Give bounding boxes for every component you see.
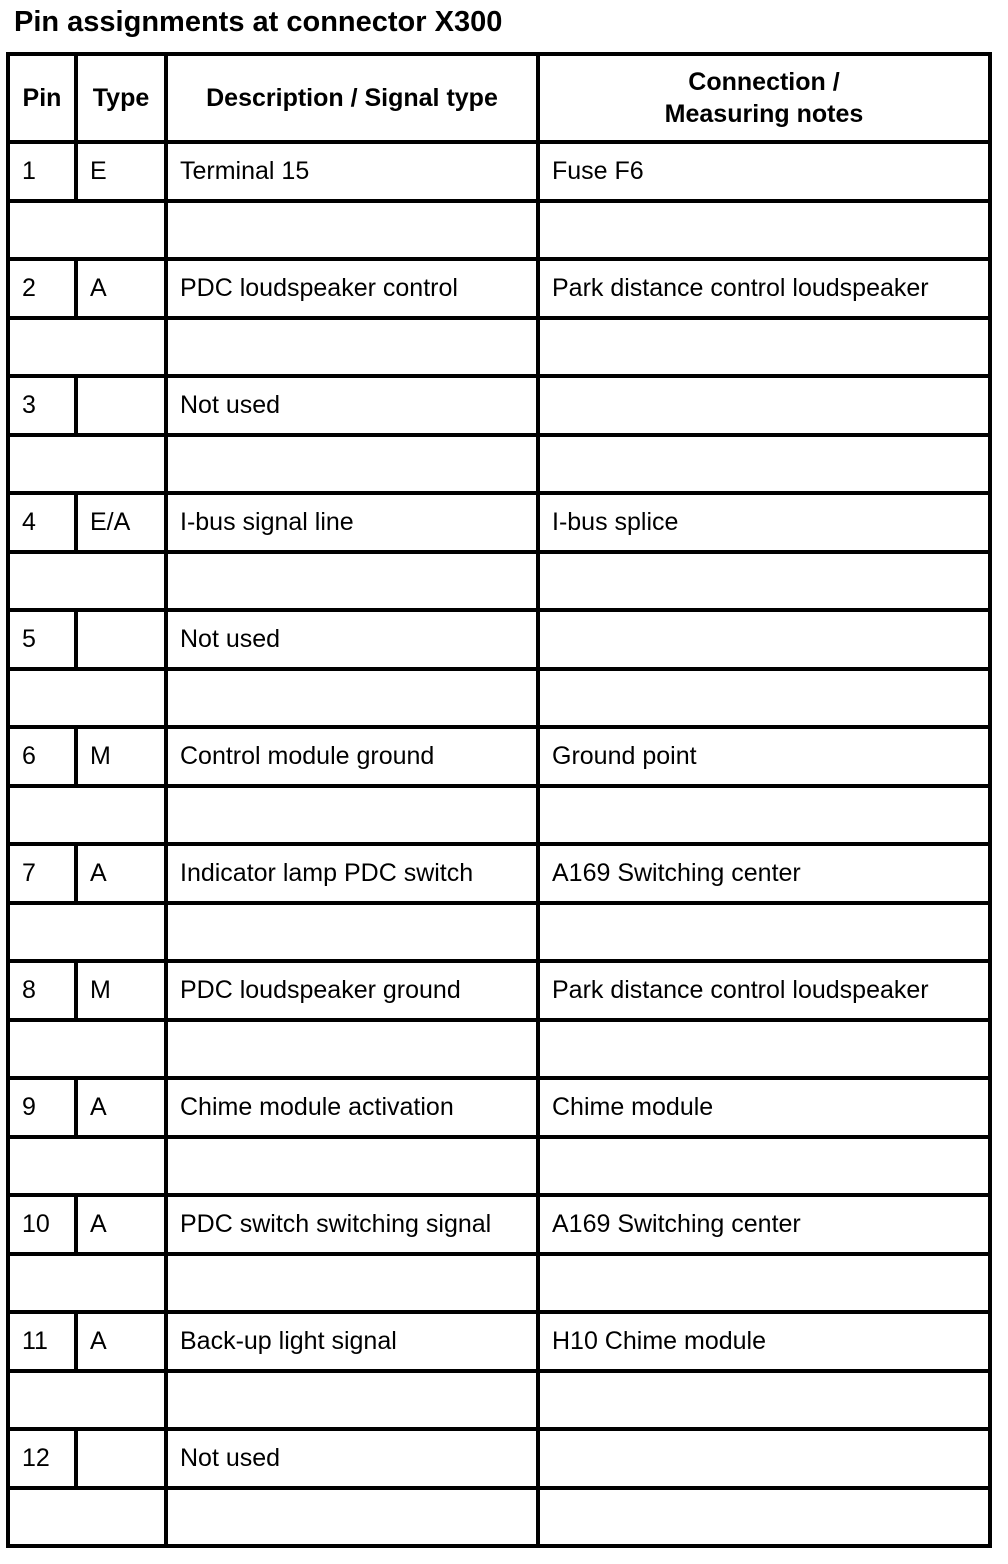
cell-type: M xyxy=(76,727,166,786)
spacer-cell xyxy=(166,669,538,728)
spacer-cell xyxy=(8,318,166,377)
table-row xyxy=(8,844,990,903)
spacer-cell xyxy=(538,1137,990,1196)
spacer-cell xyxy=(166,1488,538,1547)
spacer-cell xyxy=(166,201,538,260)
spacer-cell xyxy=(166,1020,538,1079)
spacer-row xyxy=(8,1137,990,1196)
spacer-cell xyxy=(538,1371,990,1430)
cell-connection xyxy=(538,610,990,669)
spacer-cell xyxy=(166,903,538,962)
cell-connection xyxy=(538,1429,990,1488)
cell-connection: I-bus splice xyxy=(538,493,990,552)
cell-type: A xyxy=(76,1078,166,1137)
spacer-cell xyxy=(8,786,166,845)
cell-pin: 4 xyxy=(8,493,76,552)
pin-assignment-table xyxy=(6,52,992,1548)
cell-description: Chime module activation xyxy=(166,1078,538,1137)
cell-pin: 9 xyxy=(8,1078,76,1137)
cell-description: Back-up light signal xyxy=(166,1312,538,1371)
cell-pin: 11 xyxy=(8,1312,76,1371)
header-connection xyxy=(538,54,990,142)
spacer-cell xyxy=(166,552,538,611)
spacer-cell xyxy=(538,669,990,728)
spacer-cell xyxy=(538,318,990,377)
table-row xyxy=(8,1078,990,1137)
cell-pin: 5 xyxy=(8,610,76,669)
spacer-cell xyxy=(538,903,990,962)
header-type: Type xyxy=(76,54,166,142)
cell-description: Not used xyxy=(166,376,538,435)
cell-pin: 12 xyxy=(8,1429,76,1488)
header-connection-line1: Connection / xyxy=(688,68,840,96)
cell-type: E xyxy=(76,142,166,201)
cell-description: I-bus signal line xyxy=(166,493,538,552)
cell-description: PDC loudspeaker control xyxy=(166,259,538,318)
header-description: Description / Signal type xyxy=(166,54,538,142)
table-header-row xyxy=(8,54,990,142)
cell-description: Terminal 15 xyxy=(166,142,538,201)
cell-connection xyxy=(538,376,990,435)
cell-connection: A169 Switching center xyxy=(538,844,990,903)
cell-pin: 10 xyxy=(8,1195,76,1254)
table-row xyxy=(8,1312,990,1371)
cell-type xyxy=(76,610,166,669)
cell-connection: Fuse F6 xyxy=(538,142,990,201)
spacer-cell xyxy=(8,1488,166,1547)
spacer-cell xyxy=(538,552,990,611)
cell-pin: 7 xyxy=(8,844,76,903)
cell-pin: 1 xyxy=(8,142,76,201)
spacer-cell xyxy=(166,318,538,377)
spacer-cell xyxy=(8,1020,166,1079)
cell-connection: H10 Chime module xyxy=(538,1312,990,1371)
cell-description: Control module ground xyxy=(166,727,538,786)
table-row xyxy=(8,493,990,552)
cell-pin: 3 xyxy=(8,376,76,435)
spacer-row xyxy=(8,552,990,611)
cell-description: PDC loudspeaker ground xyxy=(166,961,538,1020)
table-row xyxy=(8,1429,990,1488)
spacer-cell xyxy=(8,201,166,260)
cell-connection: A169 Switching center xyxy=(538,1195,990,1254)
spacer-cell xyxy=(166,435,538,494)
spacer-row xyxy=(8,1254,990,1313)
header-connection-line2: Measuring notes xyxy=(664,100,864,128)
spacer-cell xyxy=(538,1488,990,1547)
spacer-cell xyxy=(538,435,990,494)
spacer-row xyxy=(8,903,990,962)
spacer-cell xyxy=(8,1137,166,1196)
spacer-cell xyxy=(166,1371,538,1430)
cell-connection: Ground point xyxy=(538,727,990,786)
cell-description: Not used xyxy=(166,1429,538,1488)
table-row xyxy=(8,1195,990,1254)
cell-type xyxy=(76,376,166,435)
spacer-row xyxy=(8,435,990,494)
spacer-cell xyxy=(8,1254,166,1313)
cell-description: Not used xyxy=(166,610,538,669)
cell-pin: 6 xyxy=(8,727,76,786)
spacer-row xyxy=(8,1020,990,1079)
cell-type: A xyxy=(76,1195,166,1254)
spacer-cell xyxy=(8,552,166,611)
cell-type: A xyxy=(76,844,166,903)
spacer-cell xyxy=(538,1254,990,1313)
cell-connection: Chime module xyxy=(538,1078,990,1137)
table-row xyxy=(8,610,990,669)
cell-pin: 2 xyxy=(8,259,76,318)
cell-connection: Park distance control loudspeaker xyxy=(538,961,990,1020)
table-row xyxy=(8,259,990,318)
spacer-row xyxy=(8,318,990,377)
spacer-row xyxy=(8,201,990,260)
cell-type: A xyxy=(76,259,166,318)
spacer-cell xyxy=(8,903,166,962)
cell-pin: 8 xyxy=(8,961,76,1020)
spacer-row xyxy=(8,669,990,728)
spacer-cell xyxy=(8,669,166,728)
cell-description: Indicator lamp PDC switch xyxy=(166,844,538,903)
cell-type: A xyxy=(76,1312,166,1371)
cell-type xyxy=(76,1429,166,1488)
spacer-cell xyxy=(8,1371,166,1430)
spacer-cell xyxy=(166,786,538,845)
spacer-cell xyxy=(538,201,990,260)
spacer-row xyxy=(8,786,990,845)
cell-connection: Park distance control loudspeaker xyxy=(538,259,990,318)
spacer-cell xyxy=(8,435,166,494)
table-row xyxy=(8,961,990,1020)
table-row xyxy=(8,376,990,435)
spacer-cell xyxy=(538,1020,990,1079)
page-title: Pin assignments at connector X300 xyxy=(14,6,503,38)
spacer-cell xyxy=(166,1254,538,1313)
table-row xyxy=(8,142,990,201)
cell-type: M xyxy=(76,961,166,1020)
spacer-row xyxy=(8,1371,990,1430)
spacer-cell xyxy=(538,786,990,845)
spacer-cell xyxy=(166,1137,538,1196)
header-pin: Pin xyxy=(8,54,76,142)
cell-type: E/A xyxy=(76,493,166,552)
cell-description: PDC switch switching signal xyxy=(166,1195,538,1254)
table-row xyxy=(8,727,990,786)
spacer-row xyxy=(8,1488,990,1547)
